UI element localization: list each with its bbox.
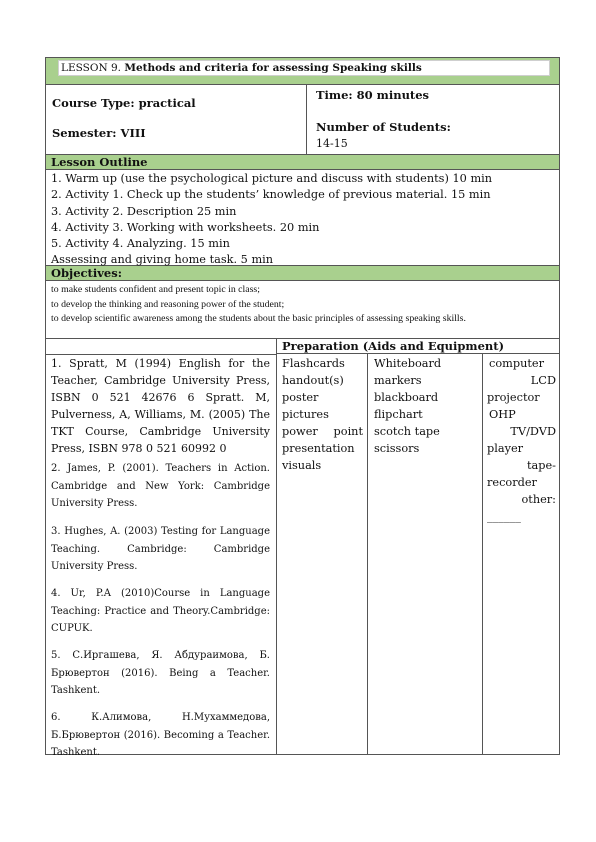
reference-item: 3. Hughes, A. (2003) Testing for Language Teaching. Cambridge: Cambridge University Press. xyxy=(51,526,270,572)
students-value: 14-15 xyxy=(316,137,348,150)
material-item: presentation xyxy=(282,442,355,455)
course-info-right xyxy=(307,85,559,154)
outline-item: 4. Activity 3. Working with worksheets. 20 min xyxy=(51,220,320,234)
classroom-supplies-column xyxy=(368,354,483,754)
students-label: Number of Students: xyxy=(316,120,451,134)
supply-item: blackboard xyxy=(374,391,439,404)
supply-item: markers xyxy=(374,374,422,387)
material-item: poster xyxy=(282,391,319,404)
lesson-title xyxy=(58,60,550,76)
outline-list xyxy=(45,170,560,266)
supply-item: scotch tape xyxy=(374,425,440,438)
objective-item: to develop scientific awareness among the students about the basic principles of assessing speaking skills. xyxy=(51,312,466,324)
lesson-number: LESSON 9. xyxy=(61,62,121,74)
equipment-item: tape- xyxy=(526,459,556,472)
equipment-item: OHP xyxy=(489,408,516,421)
references-column xyxy=(46,339,277,758)
material-item: pictures xyxy=(282,408,329,421)
equipment-item: LCD xyxy=(530,374,556,387)
equipment-item: computer xyxy=(489,357,544,370)
supply-item: Whiteboard xyxy=(374,357,442,370)
reference-item: 4. Ur, P.A (2010)Course in Language Teaching: Practice and Theory.Cambridge: CUPUK. xyxy=(51,588,270,634)
reference-item: 2. James, P. (2001). Teachers in Action. Cambridge and New York: Cambridge University Press. xyxy=(51,463,270,509)
lesson-plan-table xyxy=(45,57,560,758)
resources-section xyxy=(45,339,560,758)
preparation-heading: Preparation (Aids and Equipment) xyxy=(277,339,559,354)
equipment-item: other: xyxy=(521,493,556,506)
reference-item: 1. Spratt, M (1994) English for the Teacher, Cambridge University Press, ISBN 0 521 42676 6 Spratt. M, Pulverness, A, Williams, M. (2005) The TKT Course, Cambridge University Press, ISBN 978 0 521 60992 0 xyxy=(51,357,270,455)
material-item: Flashcards xyxy=(282,357,345,370)
equipment-item: player xyxy=(487,442,524,455)
equipment-column xyxy=(483,354,559,754)
outline-item: 1. Warm up (use the psychological picture and discuss with students) 10 min xyxy=(51,172,493,185)
material-item: visuals xyxy=(282,459,322,472)
material-item: handout(s) xyxy=(282,374,344,387)
course-info-left xyxy=(46,85,307,154)
outline-heading: Lesson Outline xyxy=(45,155,560,170)
objective-item: to make students confident and present topic in class; xyxy=(51,284,260,295)
time: Time: 80 minutes xyxy=(316,88,430,102)
reference-item: 6. К.Алимова, Н.Мухаммедова, Б.Брювертон (2016). Becoming a Teacher. Tashkent. xyxy=(51,712,270,758)
lesson-topic: Methods and criteria for assessing Speaking skills xyxy=(124,62,422,74)
equipment-item: TV/DVD xyxy=(510,425,556,438)
outline-item: Assessing and giving home task. 5 min xyxy=(51,253,274,267)
course-info-row xyxy=(45,85,560,155)
references-header-cell xyxy=(46,339,276,355)
outline-item: 5. Activity 4. Analyzing. 15 min xyxy=(51,237,230,251)
objectives-list xyxy=(45,281,560,339)
supply-item: scissors xyxy=(374,442,420,455)
supply-item: flipchart xyxy=(374,408,423,421)
semester: Semester: VIII xyxy=(52,126,146,140)
lesson-title-row xyxy=(45,57,560,85)
equipment-item: recorder xyxy=(487,476,537,489)
outline-item: 3. Activity 2. Description 25 min xyxy=(51,204,237,218)
equipment-item: projector xyxy=(487,391,540,404)
outline-item: 2. Activity 1. Check up the students’ knowledge of previous material. 15 min xyxy=(51,188,491,202)
objectives-heading: Objectives: xyxy=(45,266,560,281)
materials-column xyxy=(277,354,368,754)
course-type: Course Type: practical xyxy=(52,96,196,110)
reference-item: 5. С.Иргашева, Я. Абдураимова, Б. Брювертон (2016). Being a Teacher. Tashkent. xyxy=(51,650,270,696)
objective-item: to develop the thinking and reasoning power of the student; xyxy=(51,299,285,311)
equipment-item: ______ xyxy=(487,510,521,523)
material-item: power point xyxy=(282,425,363,438)
